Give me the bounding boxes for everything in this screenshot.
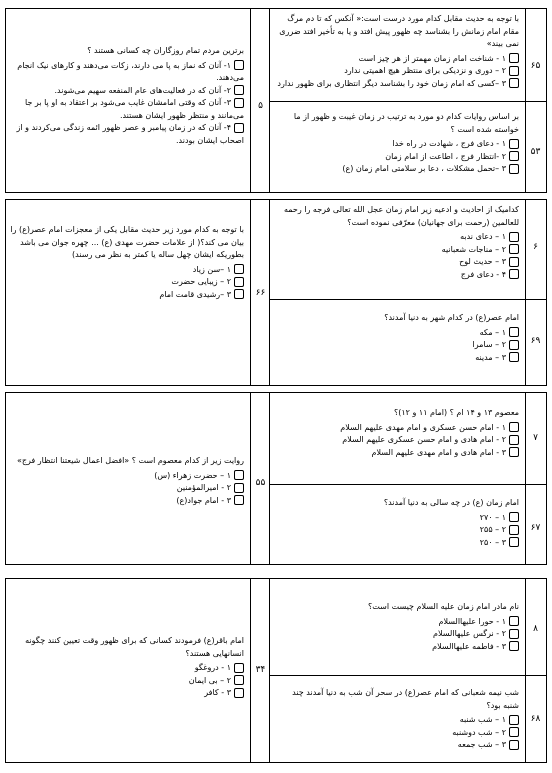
option[interactable] xyxy=(274,524,519,537)
checkbox[interactable] xyxy=(509,269,519,279)
option[interactable] xyxy=(274,78,519,91)
question-stem: امام زمان (ع) در چه سالی به دنیا آمدند؟ xyxy=(383,498,519,507)
question-number: ۵۳ xyxy=(530,147,541,157)
checkbox[interactable] xyxy=(234,688,244,698)
right-column xyxy=(269,9,546,192)
checkbox[interactable] xyxy=(234,483,244,493)
option[interactable] xyxy=(274,422,519,435)
checkbox[interactable] xyxy=(509,340,519,350)
question-number: ۶ xyxy=(533,242,538,252)
option[interactable] xyxy=(10,675,244,688)
question-stem: بر اساس روایات کدام دو مورد به ترتیب در زمان غیبت و ظهور از ما خواسته شده است ؟ xyxy=(293,112,519,134)
option-label: ۲ – بی ایمان xyxy=(188,675,231,685)
option[interactable] xyxy=(274,339,519,352)
checkbox[interactable] xyxy=(234,277,244,287)
checkbox[interactable] xyxy=(509,139,519,149)
left-column xyxy=(6,579,271,762)
question xyxy=(270,200,525,298)
checkbox[interactable] xyxy=(509,53,519,63)
question-number: ۶۷ xyxy=(530,523,541,533)
checkbox[interactable] xyxy=(234,264,244,274)
option-label: ۴- آنان که در زمان پیامبر و عصر ظهور ائمه زندگی می‌کردند و از اصحاب ایشان بودند. xyxy=(16,123,244,145)
option[interactable] xyxy=(274,352,519,365)
option[interactable] xyxy=(10,264,244,277)
number-column xyxy=(525,200,546,385)
option-label: ۲ – زیبایی حضرت xyxy=(171,277,231,286)
option-label: ۲ - امام هادی و امام حسن عسکری علیهم السلام xyxy=(342,435,506,444)
option-label: ۳ –تحمل مشکلات ، دعا بر سلامتی امام زمان (ع) xyxy=(342,164,506,173)
option[interactable] xyxy=(274,256,519,269)
checkbox[interactable] xyxy=(509,641,519,651)
option[interactable] xyxy=(10,495,244,508)
checkbox[interactable] xyxy=(509,164,519,174)
option[interactable] xyxy=(10,276,244,289)
option-label: ۱ – مکه xyxy=(479,327,506,337)
question-number: ۶۶ xyxy=(255,288,266,298)
number-column xyxy=(525,579,546,762)
question-stem: کدامیک از احادیث و ادعیه زیر امام زمان عجل الله تعالی فرجه را رحمه للعالمین (رحمت برای جهانیان) معرّفی نموده است؟ xyxy=(284,205,519,227)
checkbox[interactable] xyxy=(234,663,244,673)
divider xyxy=(270,675,546,676)
left-column xyxy=(6,200,271,385)
option[interactable] xyxy=(274,327,519,340)
option[interactable] xyxy=(274,53,519,66)
checkbox[interactable] xyxy=(234,98,244,108)
checkbox[interactable] xyxy=(234,495,244,505)
question-number: ۶۹ xyxy=(530,336,541,346)
option[interactable] xyxy=(10,60,244,85)
checkbox[interactable] xyxy=(509,512,519,522)
question-block-4 xyxy=(5,578,547,763)
option[interactable] xyxy=(274,231,519,244)
option[interactable] xyxy=(274,727,519,740)
option-label: ۲ – مناجات شعبانیه xyxy=(441,244,506,254)
checkbox[interactable] xyxy=(509,66,519,76)
question-block-3 xyxy=(5,392,547,565)
checkbox[interactable] xyxy=(234,675,244,685)
checkbox[interactable] xyxy=(509,244,519,254)
option[interactable] xyxy=(274,151,519,164)
checkbox[interactable] xyxy=(509,151,519,161)
option[interactable] xyxy=(10,85,244,98)
option-label: ۳ - فاطمه علیهاالسلام xyxy=(432,641,506,651)
question-number: ۵۵ xyxy=(255,478,266,488)
question xyxy=(270,493,525,563)
left-column xyxy=(6,393,271,564)
checkbox[interactable] xyxy=(509,629,519,639)
option-label: ۱- آنان که نماز به پا می دارند، زکات می‌دهند و کارهای نیک انجام می‌دهند. xyxy=(17,60,244,82)
checkbox[interactable] xyxy=(509,327,519,337)
question-stem: با توجه به کدام مورد زیر حدیث مقابل یکی از معجزات امام عصر(ع) را بیان می کند؟( از علامات حضرت مهدی (ع) ... چهره جوان می باشد بطوریکه ایشان چهل ساله یا کمتر به نظر می رسند) xyxy=(10,225,244,259)
question-stem: شب نیمه شعبانی که امام عصر(ع) در سحر آن شب به دنیا آمدند چند شنبه بود؟ xyxy=(292,688,519,710)
option[interactable] xyxy=(274,65,519,78)
option-label: ۳ – ۲۵۰ xyxy=(479,537,506,547)
question xyxy=(6,631,250,721)
checkbox[interactable] xyxy=(509,727,519,737)
question-stem: نام مادر امام زمان علیه السلام چیست است؟ xyxy=(368,602,519,611)
question xyxy=(6,220,250,350)
option[interactable] xyxy=(10,470,244,483)
option-label: ۳ - امام هادی و امام مهدی علیهم السلام xyxy=(371,447,506,457)
divider xyxy=(270,299,546,300)
checkbox[interactable] xyxy=(234,85,244,95)
option-label: ۲ – شب دوشنبه xyxy=(452,727,506,737)
checkbox[interactable] xyxy=(509,257,519,267)
checkbox[interactable] xyxy=(234,289,244,299)
option-label: ۳ –رشیدی قامت امام xyxy=(159,289,231,299)
divider xyxy=(270,484,546,485)
option[interactable] xyxy=(274,537,519,550)
question xyxy=(270,107,525,192)
question xyxy=(6,451,250,531)
option-label: ۲ – سامرا xyxy=(472,340,506,349)
option[interactable] xyxy=(10,482,244,495)
option-label: ۴ - دعای فرج xyxy=(460,269,506,279)
option-label: ۱ - دعای فرج ، شهادت در راه خدا xyxy=(392,139,506,148)
checkbox[interactable] xyxy=(234,470,244,480)
option-label: ۱ - حورا علیهاالسلام xyxy=(438,616,506,626)
right-column xyxy=(269,579,546,762)
option-label: ۲- آنان که در فعالیت‌های عام المنفعه سهیم می‌شوند. xyxy=(54,85,231,95)
checkbox[interactable] xyxy=(509,435,519,445)
option-label: ۱ – شب شنبه xyxy=(459,715,506,724)
option-label: ۳ - امام جواد(ع) xyxy=(176,495,231,505)
option-label: ۱ –سن زیاد xyxy=(192,264,231,274)
option[interactable] xyxy=(274,641,519,654)
option-label: ۲ - امیرالمؤمنین xyxy=(176,483,231,492)
question-number: ۶۸ xyxy=(530,714,541,724)
checkbox[interactable] xyxy=(509,78,519,88)
option[interactable] xyxy=(10,122,244,147)
checkbox[interactable] xyxy=(509,232,519,242)
question xyxy=(270,683,525,761)
option[interactable] xyxy=(10,97,244,122)
question xyxy=(270,9,525,99)
option[interactable] xyxy=(274,739,519,752)
checkbox[interactable] xyxy=(509,422,519,432)
question-block-2 xyxy=(5,199,547,386)
question-stem: امام عصر(ع) در کدام شهر به دنیا آمدند؟ xyxy=(384,313,519,322)
option[interactable] xyxy=(10,289,244,302)
option[interactable] xyxy=(274,269,519,282)
option[interactable] xyxy=(274,447,519,460)
option-label: ۱ - امام حسن عسکری و امام مهدی علیهم السلام xyxy=(340,422,506,432)
option[interactable] xyxy=(274,138,519,151)
number-column xyxy=(525,393,546,564)
checkbox[interactable] xyxy=(509,447,519,457)
checkbox[interactable] xyxy=(234,123,244,133)
divider xyxy=(270,101,546,102)
option[interactable] xyxy=(274,434,519,447)
checkbox[interactable] xyxy=(509,715,519,725)
option-label: ۱ - دروغگو xyxy=(194,663,231,672)
option[interactable] xyxy=(274,163,519,176)
option-label: ۳ – حدیث لوح xyxy=(459,257,506,266)
option-label: ۱ – دعای ندبه xyxy=(460,232,506,241)
checkbox[interactable] xyxy=(509,537,519,547)
option-label: ۳- آنان که وقتی امامشان غایب می‌شود بر اعتقاد به او پا بر جا می‌مانند و منتظر ظهور ایشان هستند. xyxy=(25,98,244,120)
checkbox[interactable] xyxy=(234,60,244,70)
question-number: ۳۴ xyxy=(255,665,266,675)
question-number: ۵ xyxy=(258,101,263,111)
option-label: ۲ -انتظار فرج ، اطاعت از امام زمان xyxy=(385,151,506,161)
question-number: ۷ xyxy=(533,433,538,443)
option-label: ۳ –کسی که امام زمان خود را بشناسد دیگر انتظاری برای ظهور ندارد xyxy=(277,78,506,88)
checkbox[interactable] xyxy=(509,740,519,750)
option-label: ۳ – شب جمعه xyxy=(457,740,506,749)
question-stem: معصوم ۱۳ و ۱۴ ام ؟ (امام ۱۱ و ۱۲)؟ xyxy=(394,408,519,417)
option[interactable] xyxy=(274,244,519,257)
question-number: ۶۵ xyxy=(530,61,541,71)
option-label: ۳ – مدینه xyxy=(475,352,506,362)
question-stem: برترین مردم تمام روزگاران چه کسانی هستند ؟ xyxy=(87,46,244,55)
left-column xyxy=(6,9,271,192)
option[interactable] xyxy=(274,616,519,629)
option-label: ۲ - نرگس علیهاالسلام xyxy=(433,629,506,638)
question-number: ۸ xyxy=(533,624,538,634)
checkbox[interactable] xyxy=(509,616,519,626)
option-label: ۲ – دوری و نزدیکی برای منتظر هیچ اهمیتی ندارد xyxy=(344,66,506,75)
question xyxy=(270,308,525,383)
question-stem: روایت زیر از کدام معصوم است ؟ «افضل اعمال شیعتنا انتظار فرج» xyxy=(16,456,244,465)
option-label: ۱ - شناخت امام زمان مهمتر از هر چیز است xyxy=(358,53,506,63)
question-stem: با توجه به حدیث مقابل کدام مورد درست است:« آنکس که تا دم مرگ مقام امام زمانش را بشناسد چه ظهور پیش افتد و یا به تأخیر افتد ضرری نمی بیند» xyxy=(279,14,519,48)
question xyxy=(270,403,525,483)
option-label: ۱ – حضرت زهراء (س) xyxy=(154,470,231,480)
option-label: ۲ – ۲۵۵ xyxy=(479,525,506,534)
checkbox[interactable] xyxy=(509,352,519,362)
question-block-1 xyxy=(5,8,547,193)
option[interactable] xyxy=(10,662,244,675)
checkbox[interactable] xyxy=(509,525,519,535)
option-label: ۳ - کافر xyxy=(204,688,231,697)
question xyxy=(270,597,525,672)
option[interactable] xyxy=(274,628,519,641)
question-stem: امام باقر(ع) فرمودند کسانی که برای ظهور وقت تعیین کنند چگونه انسانهایی هستند؟ xyxy=(25,636,244,658)
option[interactable] xyxy=(274,512,519,525)
option-label: ۱ – ۲۷۰ xyxy=(479,512,506,522)
option[interactable] xyxy=(10,687,244,700)
option[interactable] xyxy=(274,714,519,727)
right-column xyxy=(269,393,546,564)
right-column xyxy=(269,200,546,385)
question xyxy=(6,41,250,171)
